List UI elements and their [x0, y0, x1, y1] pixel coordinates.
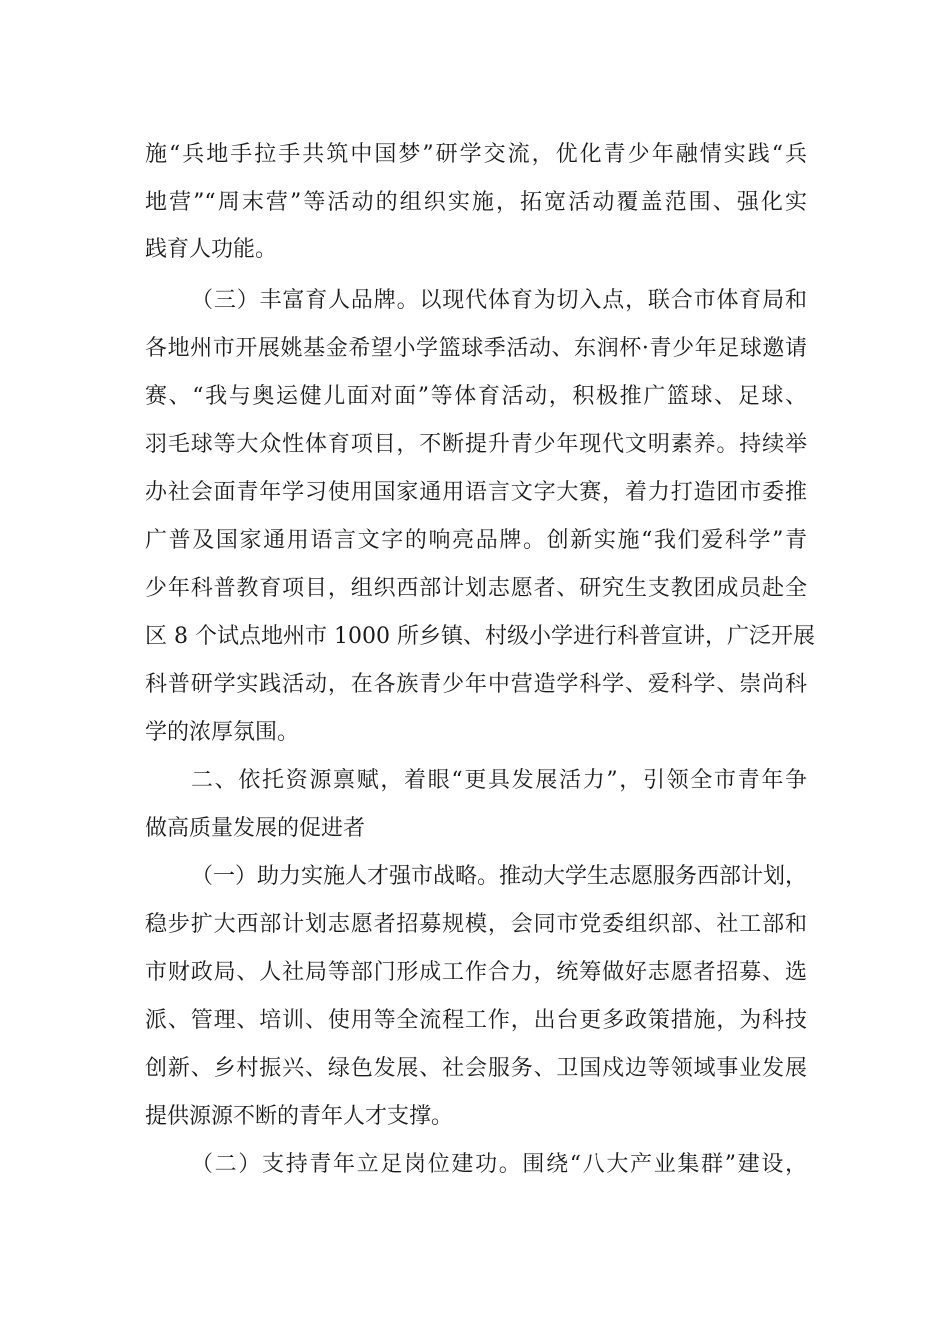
paragraph-line: 地营”“周末营”等活动的组织实施，拓宽活动覆盖范围、强化实 — [145, 190, 807, 215]
paragraph-line: 稳步扩大西部计划志愿者招募规模，会同市党委组织部、社工部和 — [145, 912, 807, 937]
paragraph-first-line: 二、依托资源禀赋，着眼“更具发展活力”，引领全市青年争 — [191, 768, 807, 793]
paragraph-line: 派、管理、培训、使用等全流程工作，出台更多政策措施，为科技 — [145, 1008, 807, 1033]
paragraph-line: 施“兵地手拉手共筑中国梦”研学交流，优化青少年融情实践“兵 — [145, 142, 807, 167]
paragraph-line: 做高质量发展的促进者 — [145, 816, 366, 841]
paragraph-line: 提供源源不断的青年人才支撑。 — [145, 1104, 454, 1129]
paragraph-line: 区 8 个试点地州市 1000 所乡镇、村级小学进行科普宣讲，广泛开展 — [145, 624, 815, 649]
paragraph-line: 践育人功能。 — [145, 237, 278, 262]
paragraph-line: 创新、乡村振兴、绿色发展、社会服务、卫国戍边等领域事业发展 — [145, 1056, 807, 1081]
paragraph-line: 羽毛球等大众性体育项目，不断提升青少年现代文明素养。持续举 — [145, 432, 807, 457]
paragraph-first-line: （三）丰富育人品牌。以现代体育为切入点，联合市体育局和 — [191, 288, 807, 313]
paragraph-first-line: （一）助力实施人才强市战略。推动大学生志愿服务西部计划， — [191, 864, 808, 889]
paragraph-line: 广普及国家通用语言文字的响亮品牌。创新实施“我们爱科学”青 — [145, 528, 807, 553]
paragraph-line: 市财政局、人社局等部门形成工作合力，统筹做好志愿者招募、选 — [145, 960, 807, 985]
paragraph-line: 办社会面青年学习使用国家通用语言文字大赛，着力打造团市委推 — [145, 480, 807, 505]
paragraph-line: 学的浓厚氛围。 — [145, 720, 300, 745]
paragraph-line: 赛、“我与奥运健儿面对面”等体育活动，积极推广篮球、足球、 — [145, 384, 807, 409]
paragraph-line: 科普研学实践活动，在各族青少年中营造学科学、爱科学、崇尚科 — [145, 672, 807, 697]
paragraph-first-line: （二）支持青年立足岗位建功。围绕“八大产业集群”建设， — [191, 1152, 807, 1177]
paragraph-line: 少年科普教育项目，组织西部计划志愿者、研究生支教团成员赴全 — [145, 576, 807, 601]
paragraph-line: 各地州市开展姚基金希望小学篮球季活动、东润杯·青少年足球邀请 — [145, 336, 807, 361]
